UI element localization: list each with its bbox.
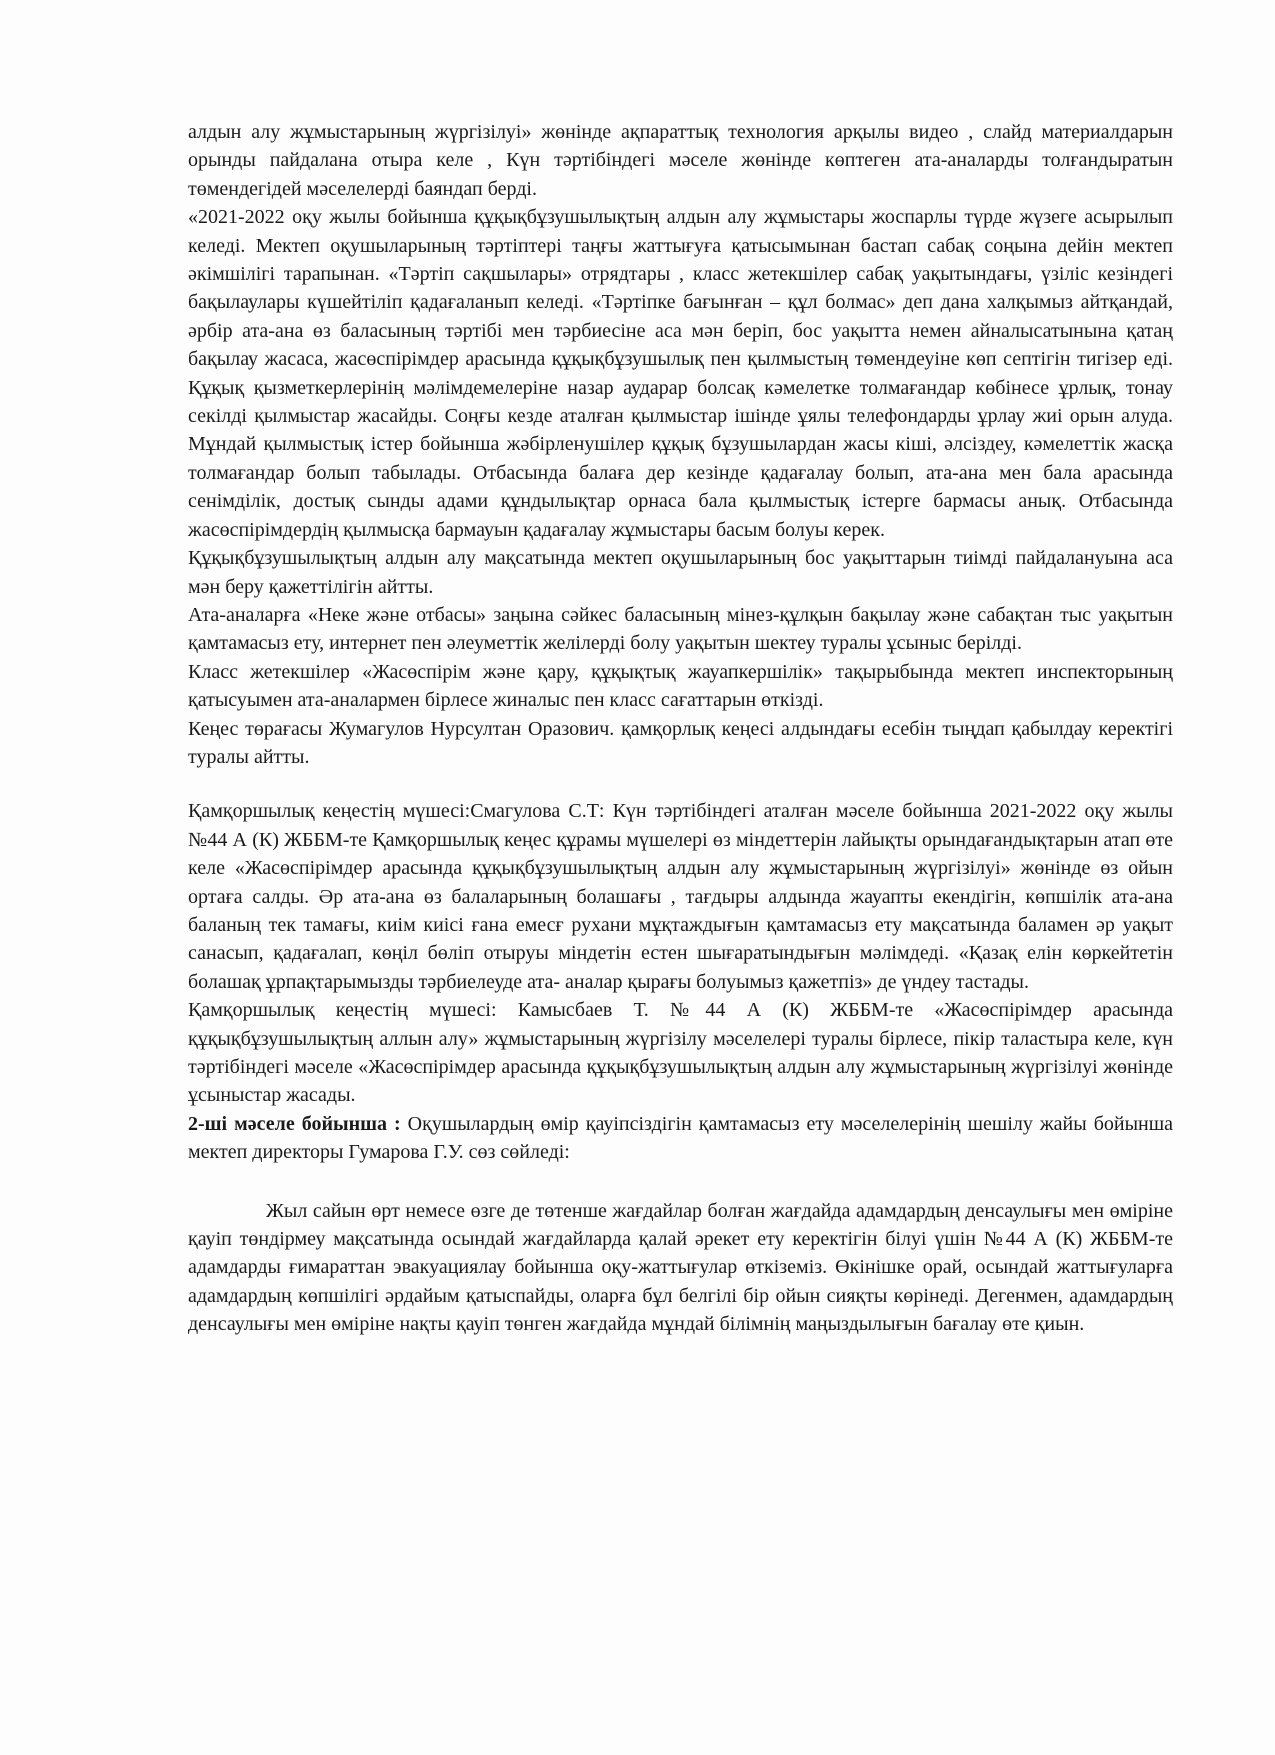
paragraph-class-teachers: Класс жетекшілер «Жасөспірім және қару, құқықтық жауапкершілік» тақырыбында мектеп инспекторының қатысуымен ата-аналармен бірлесе жиналыс пен класс сағаттарын өткізді. <box>188 660 1173 712</box>
paragraph-closing: Жыл сайын өрт немесе өзге де төтенше жағдайлар болған жағдайда адамдардың денсаулығы мен өміріне қауіп төндірмеу мақсатында осындай жағдайларда қалай әрекет ету керектігін білуі үшін №44 А (К) ЖББМ-те адамдарды ғимараттан эвакуациялау бойынша оқу-жаттығулар өткіземіз. Өкінішке орай, осындай жаттығуларға адамдардың көпшілігі әрдайым қатыспайды, оларға бұл белгілі бір ойын сияқты көрінеді. Дегенмен, адамдардың денсаулығы мен өміріне нақты қауіп төнген жағдайда мұндай білімнің маңыздылығын бағалау өте қиын. <box>188 1199 1173 1336</box>
paragraph-issue-2 <box>188 1110 1173 1167</box>
paragraph-intro: алдын алу жұмыстарының жүргізілуі» жөнінде ақпараттық технология арқылы видео , слайд материалдарын орынды пайдалана отыра келе , Күн тәртібіндегі мәселе жөнінде көптеген ата-аналарды толғандыратын төмендегідей мәселелерді баяндап берді. <box>188 121 1173 200</box>
issue-2-text: Оқушылардың өмір қауіпсіздігін қамтамасыз ету мәселелерінің шешілу жайы бойынша мектеп директоры Гумарова Г.У. сөз сөйледі: <box>188 1112 1173 1164</box>
document-body <box>188 118 1173 1339</box>
paragraph-free-time: Құқықбұзушылықтың алдын алу мақсатында мектеп оқушыларының бос уақыттарын тиімді пайдалануына аса мән беру қажеттілігін айтты. <box>188 547 1173 598</box>
spacer <box>188 1167 1173 1197</box>
paragraph-chairman: Кеңес төрағасы Жумагулов Нурсултан Оразович. қамқорлық кеңесі алдындағы есебін тыңдап қабылдау керектігі туралы айтты. <box>188 717 1173 768</box>
paragraph-parents-advice: Ата-аналарға «Неке және отбасы» заңына сәйкес баласының мінез-құлқын бақылау және сабақтан тыс уақытын қамтамасыз ету, интернет пен әлеуметтік желілерді болу уақытын шектеу туралы ұсыныс берілді. <box>188 603 1173 655</box>
issue-2-label: 2-ші мәселе бойынша : <box>188 1112 401 1135</box>
paragraph-kamysbaev: Қамқоршылық кеңестің мүшесі: Камысбаев Т. №44 А (К) ЖББМ-те «Жасөспірімдер арасында құқықбұзушылықтың аллын алу» жұмыстарының жүргізілу мәселелері туралы бірлесе, пікір таластыра келе, күн тәртібіндегі мәселе «Жасөспірімдер арасында құқықбұзушылықтың алдын алу жұмыстарының жүргізілуі жөнінде ұсыныстар жасады. <box>188 999 1173 1107</box>
spacer <box>188 771 1173 797</box>
paragraph-report: «2021-2022 оқу жылы бойынша құқықбұзушылықтың алдын алу жұмыстары жоспарлы түрде жүзеге асырылып келеді. Мектеп оқушыларының тәртіптері таңғы жаттығуға қатысымынан бастап сабақ соңына дейін мектеп әкімшілігі тарапынан. «Тәртіп сақшылары» отрядтары , класс жетекшілер сабақ уақытындағы, үзіліс кезіндегі бақылаулары күшейтіліп қадағаланып келеді. «Тәртіпке бағынған – құл болмас» деп дана халқымыз айтқандай, әрбір ата-ана өз баласының тәртібі мен тәрбиесіне аса мән беріп, бос уақытта немен айналысатынына қатаң бақылау жасаса, жасөспірімдер арасында құқықбұзушылық пен қылмыстың төмендеуіне көп септігін тигізер еді. Құқық қызметкерлерінің мәлімдемелеріне назар аударар болсақ кәмелетке толмағандар көбінесе ұрлық, тонау секілді қылмыстар жасайды. Соңғы кезде аталған қылмыстар ішінде ұялы телефондарды ұрлау жиі орын алуда. Мұндай қылмыстық істер бойынша жәбірленушілер құқық бұзушылардан жасы кіші, әлсіздеу, кәмелеттік жасқа толмағандар болып табылады. Отбасында балаға дер кезінде қадағалау болып, ата-ана мен бала арасында сенімділік, достық сынды адами құндылықтар орнаса бала қылмыстық істерге бармасы анық. Отбасында жасөспірімдердің қылмысқа бармауын қадағалау жұмыстары басым болуы керек. <box>188 206 1173 541</box>
paragraph-smagulova: Қамқоршылық кеңестің мүшесі:Смагулова С.Т: Күн тәртібіндегі аталған мәселе бойынша 2021-2022 оқу жылы №44 А (К) ЖББМ-те Қамқоршылық кеңес құрамы мүшелері өз міндеттерін лайықты орындағандықтарын атап өте келе «Жасөспірімдер арасында құқықбұзушылықтың алдын алу жұмыстарының жүргізілуі» жөнінде өз ойын ортаға салды. Әр ата-ана өз балаларының болашағы , тағдыры алдында жауапты екендігін, көпшілік ата-ана баланың тек тамағы, киім киісі ғана емесғ рухани мұқтаждығын қамтамасыз ету мақсатында баламен әр уақыт санасып, қадағалап, көңіл бөліп отыруы міндетін естен шығаратындығын мәлімдеді. «Қазақ елін көркейтетін болашақ ұрпақтарымызды тәрбиелеуде ата- аналар қырағы болуымыз қажетпіз» де үндеу тастады. <box>188 800 1173 993</box>
